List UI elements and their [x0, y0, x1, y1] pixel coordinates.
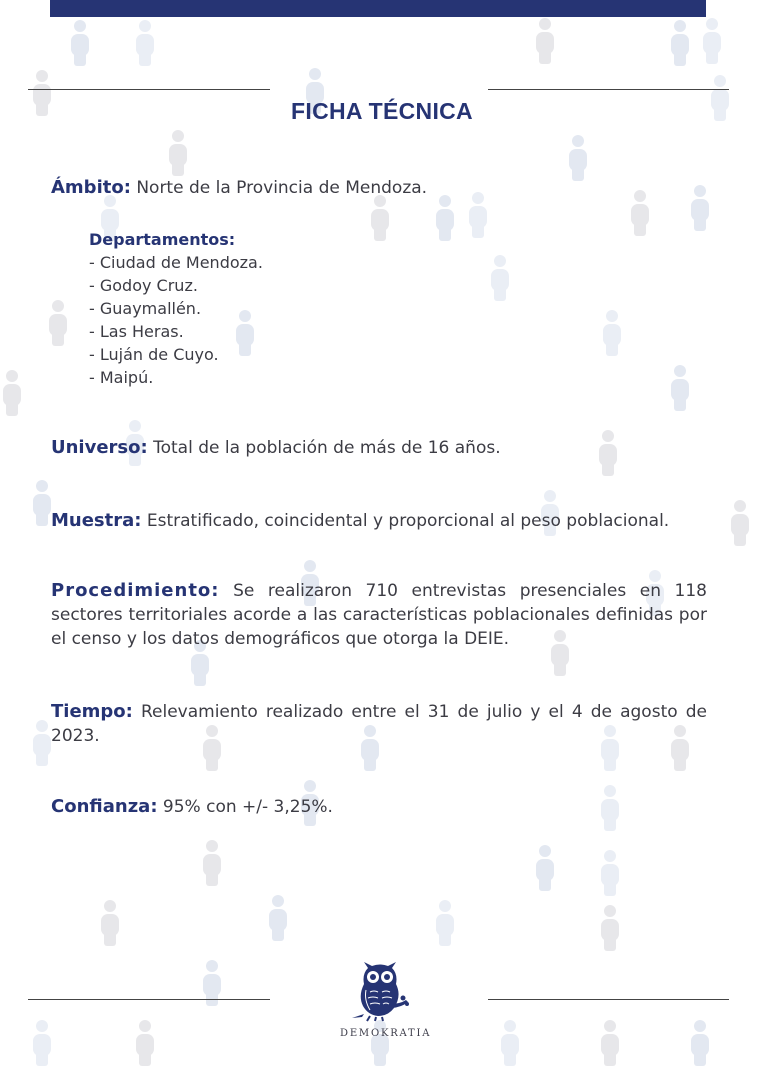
ambito-label: Ámbito: — [51, 177, 131, 198]
person-silhouette-icon — [436, 900, 454, 946]
person-silhouette-icon — [671, 365, 689, 411]
muestra-text: Estratificado, coincidental y proporcional al peso poblacional. — [141, 511, 670, 531]
tiempo-text: Relevamiento realizado entre el 31 de julio y el 4 de agosto de 2023. — [51, 702, 707, 746]
department-item: - Luján de Cuyo. — [89, 345, 219, 364]
person-silhouette-icon — [436, 195, 454, 241]
logo-wordmark: DEMOKRATIA — [340, 1028, 432, 1039]
person-silhouette-icon — [491, 255, 509, 301]
person-silhouette-icon — [601, 905, 619, 951]
person-silhouette-icon — [33, 1020, 51, 1066]
confianza-text: 95% con +/- 3,25%. — [157, 797, 333, 817]
person-silhouette-icon — [101, 900, 119, 946]
person-silhouette-icon — [33, 720, 51, 766]
procedimiento-text: Se realizaron 710 entrevistas presenciales en 118 sectores territoriales acorde a las características poblacionales definidas por el censo y los datos demográficos que otorga la DEIE. — [51, 581, 707, 649]
person-silhouette-icon — [49, 300, 67, 346]
confianza-label: Confianza: — [51, 796, 158, 817]
department-item: - Las Heras. — [89, 322, 184, 341]
person-silhouette-icon — [601, 1020, 619, 1066]
demokratia-logo — [340, 960, 432, 1040]
person-silhouette-icon — [203, 840, 221, 886]
footer-right-rule — [488, 999, 729, 1000]
person-silhouette-icon — [136, 1020, 154, 1066]
departments-title: Departamentos: — [89, 230, 236, 249]
person-silhouette-icon — [691, 1020, 709, 1066]
person-silhouette-icon — [671, 20, 689, 66]
universo-section — [51, 436, 707, 460]
ambito-section — [51, 176, 707, 200]
universo-text: Total de la población de más de 16 años. — [147, 438, 501, 458]
footer-left-rule — [28, 999, 270, 1000]
person-silhouette-icon — [169, 130, 187, 176]
person-silhouette-icon — [371, 195, 389, 241]
person-silhouette-icon — [569, 135, 587, 181]
department-item: - Guaymallén. — [89, 299, 202, 318]
person-silhouette-icon — [603, 310, 621, 356]
person-silhouette-icon — [731, 500, 749, 546]
person-silhouette-icon — [536, 18, 554, 64]
person-silhouette-icon — [136, 20, 154, 66]
title-right-rule — [488, 89, 729, 90]
tiempo-section — [51, 700, 707, 748]
page-title: FICHA TÉCNICA — [291, 98, 473, 124]
person-silhouette-icon — [601, 850, 619, 896]
departments-list — [89, 228, 263, 389]
person-silhouette-icon — [536, 845, 554, 891]
tiempo-label: Tiempo: — [51, 701, 133, 722]
ambito-text: Norte de la Provincia de Mendoza. — [130, 178, 428, 198]
department-item: - Maipú. — [89, 368, 154, 387]
universo-label: Universo: — [51, 437, 148, 458]
procedimiento-section — [51, 579, 707, 651]
owl-icon — [350, 960, 410, 1022]
person-silhouette-icon — [33, 480, 51, 526]
person-silhouette-icon — [269, 895, 287, 941]
confianza-section — [51, 795, 707, 819]
title-left-rule — [28, 89, 270, 90]
top-banner-bar — [50, 0, 706, 17]
person-silhouette-icon — [3, 370, 21, 416]
muestra-label: Muestra: — [51, 510, 142, 531]
department-item: - Godoy Cruz. — [89, 276, 198, 295]
person-silhouette-icon — [703, 18, 721, 64]
department-item: - Ciudad de Mendoza. — [89, 253, 263, 272]
person-silhouette-icon — [71, 20, 89, 66]
procedimiento-label: Procedimiento: — [51, 580, 220, 601]
person-silhouette-icon — [501, 1020, 519, 1066]
muestra-section — [51, 509, 707, 533]
